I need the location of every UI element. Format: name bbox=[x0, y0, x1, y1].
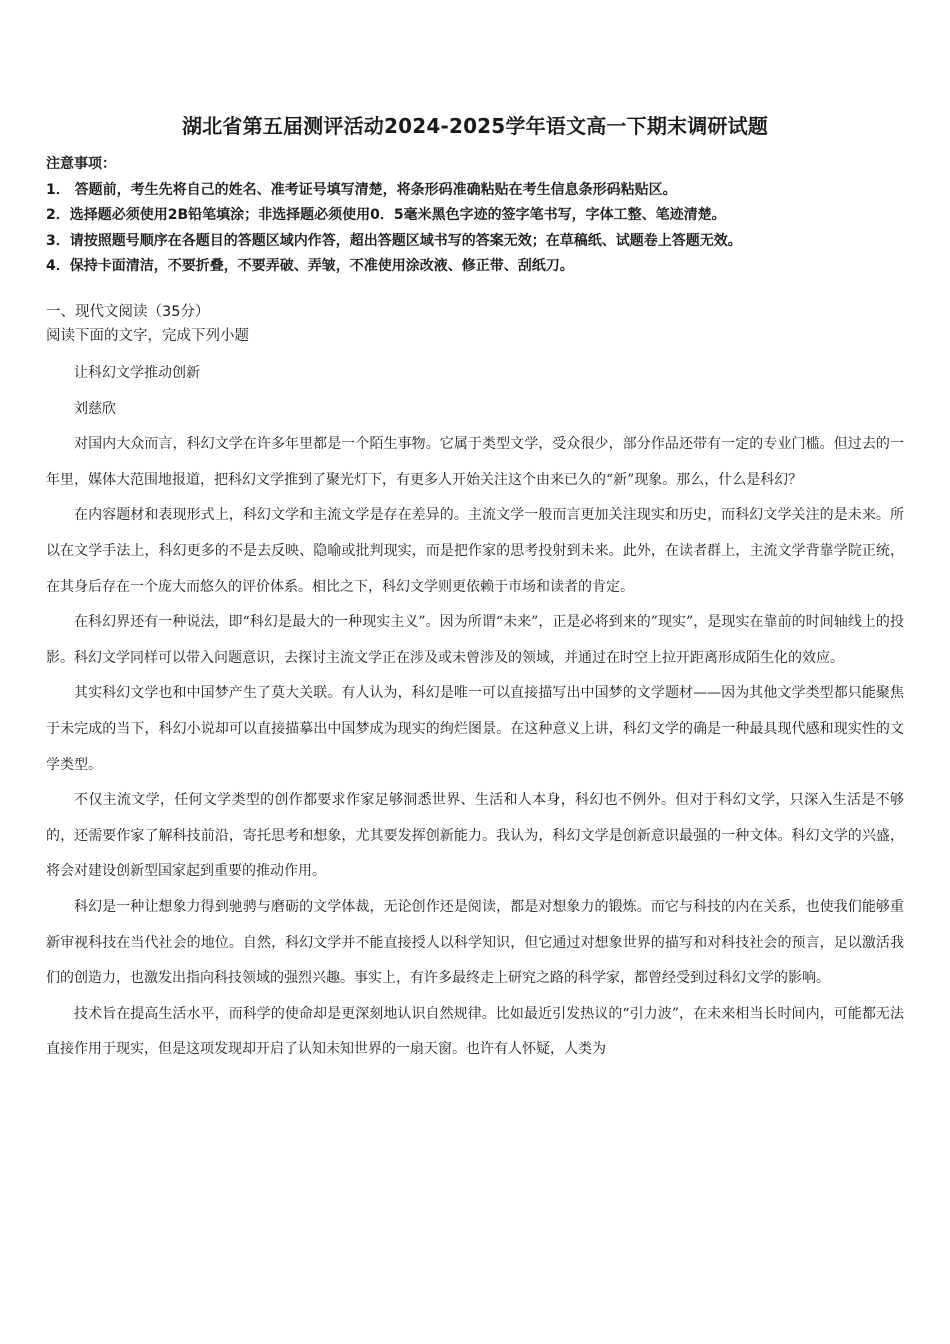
article-paragraph: 在内容题材和表现形式上，科幻文学和主流文学是存在差异的。主流文学一般而言更加关注现实和历史，而科幻文学关注的是未来。所以在文学手法上，科幻更多的不是去反映、隐喻或批判现实，而是把作家的思考投射到未来。此外，在读者群上，主流文学背靠学院正统，在其身后存在一个庞大而悠久的评价体系。相比之下，科幻文学则更依赖于市场和读者的肯定。 bbox=[46, 507, 904, 595]
notice-item: 4．保持卡面清洁，不要折叠，不要弄破、弄皱，不准使用涂改液、修正带、刮纸刀。 bbox=[46, 258, 574, 274]
article-author: 刘慈欣 bbox=[74, 400, 116, 417]
notice-item: 3．请按照题号顺序在各题目的答题区域内作答，超出答题区域书写的答案无效；在草稿纸、试题卷上答题无效。 bbox=[46, 232, 742, 249]
notice-item: 2．选择题必须使用2B铅笔填涂；非选择题必须使用0．5毫米黑色字迹的签字笔书写，字体工整、笔迹清楚。 bbox=[46, 207, 726, 223]
notice-heading: 注意事项： bbox=[46, 156, 116, 172]
article-paragraph: 不仅主流文学，任何文学类型的创作都要求作家足够洞悉世界、生活和人本身，科幻也不例外。但对于科幻文学，只深入生活是不够的，还需要作家了解科技前沿，寄托思考和想象，尤其要发挥创新能力。我认为，科幻文学是创新意识最强的一种文体。科幻文学的兴盛，将会对建设创新型国家起到重要的推动作用。 bbox=[46, 792, 904, 880]
notice-item: 1． 答题前，考生先将自己的姓名、准考证号填写清楚，将条形码准确粘贴在考生信息条形码粘贴区。 bbox=[46, 181, 677, 198]
section-title: 一、现代文阅读（35分） bbox=[46, 304, 210, 320]
page-title: 湖北省第五届测评活动2024-2025学年语文高一下期末调研试题 bbox=[181, 114, 769, 138]
reading-instruction: 阅读下面的文字，完成下列小题 bbox=[46, 328, 249, 344]
article-paragraph: 技术旨在提高生活水平，而科学的使命却是更深刻地认识自然规律。比如最近引发热议的“引力波”，在未来相当长时间内，可能都无法直接作用于现实，但是这项发现却开启了认知未知世界的一扇天窗。也许有人怀疑，人类为 bbox=[46, 1005, 904, 1058]
article-paragraph: 其实科幻文学也和中国梦产生了莫大关联。有人认为，科幻是唯一可以直接描写出中国梦的文学题材——因为其他文学类型都只能聚焦于未完成的当下，科幻小说却可以直接描摹出中国梦成为现实的绚烂图景。在这种意义上讲，科幻文学的确是一种最具现代感和现实性的文学类型。 bbox=[46, 685, 904, 773]
article-title: 让科幻文学推动创新 bbox=[74, 365, 200, 381]
article-body bbox=[46, 356, 904, 1068]
article-paragraph: 在科幻界还有一种说法，即“科幻是最大的一种现实主义”。因为所谓“未来”，正是必将到来的”现实”，是现实在靠前的时间轴线上的投影。科幻文学同样可以带入问题意识，去探讨主流文学正在涉及或未曾涉及的领域，并通过在时空上拉开距离形成陌生化的效应。 bbox=[46, 614, 904, 666]
notice-block bbox=[46, 152, 904, 280]
article-paragraph: 科幻是一种让想象力得到驰骋与磨砺的文学体裁，无论创作还是阅读，都是对想象力的锻炼。而它与科技的内在关系，也使我们能够重新审视科技在当代社会的地位。自然，科幻文学并不能直接授人以科学知识，但它通过对想象世界的描写和对科技社会的预言，足以激活我们的创造力，也激发出指向科技领域的强烈兴趣。事实上，有许多最终走上研究之路的科学家，都曾经受到过科幻文学的影响。 bbox=[46, 898, 904, 987]
article-paragraph: 对国内大众而言，科幻文学在许多年里都是一个陌生事物。它属于类型文学，受众很少，部分作品还带有一定的专业门槛。但过去的一年里，媒体大范围地报道，把科幻文学推到了聚光灯下，有更多人开始关注这个由来已久的“新”现象。那么，什么是科幻？ bbox=[46, 436, 904, 488]
